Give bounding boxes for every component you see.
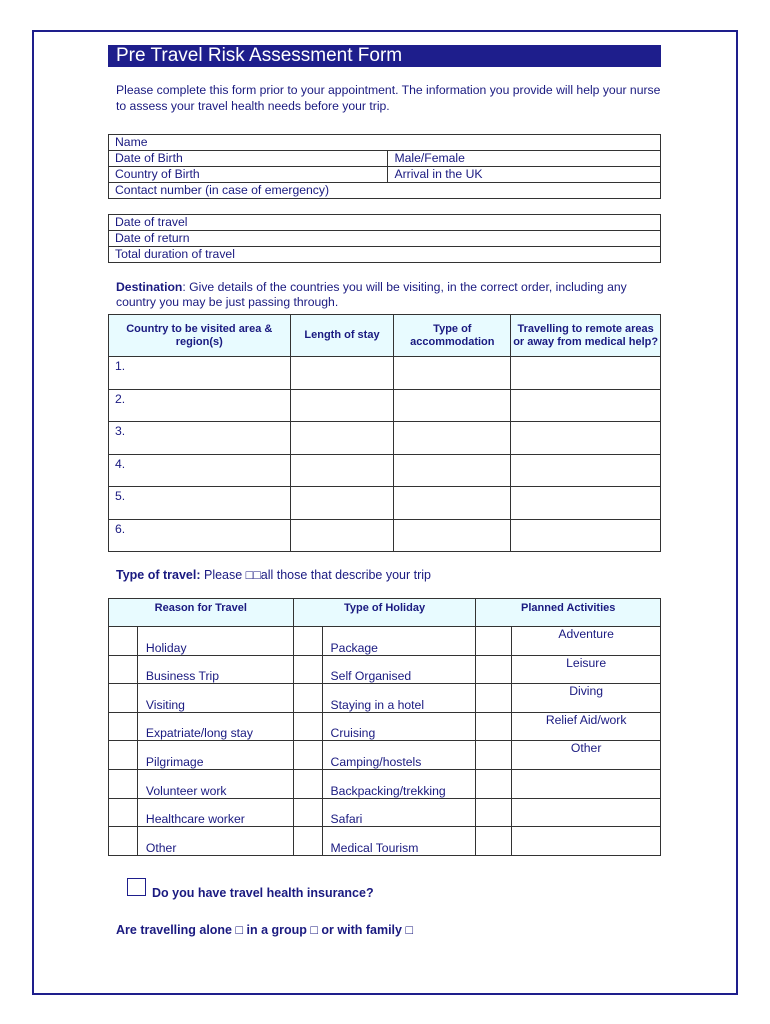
holiday-label: Safari — [322, 798, 476, 827]
reason-checkbox[interactable] — [109, 627, 138, 656]
reason-label: Visiting — [137, 684, 293, 713]
table-row: 3. — [109, 422, 661, 455]
sex-field[interactable]: Male/Female — [388, 151, 661, 167]
table-row: 1. — [109, 357, 661, 390]
table-row: 6. — [109, 519, 661, 552]
duration-field[interactable]: Total duration of travel — [109, 247, 661, 263]
travel-type-intro: Type of travel: Please □□all those that describe your trip — [116, 568, 432, 582]
reason-label: Business Trip — [137, 655, 293, 684]
holiday-label: Camping/hostels — [322, 741, 476, 770]
insurance-question: Do you have travel health insurance? — [152, 886, 374, 900]
reason-label: Pilgrimage — [137, 741, 293, 770]
insurance-checkbox[interactable] — [127, 878, 146, 896]
table-row: 5. — [109, 487, 661, 520]
activity-checkbox[interactable] — [476, 655, 512, 684]
holiday-label: Cruising — [322, 712, 476, 741]
holiday-checkbox[interactable] — [293, 627, 322, 656]
reason-label: Expatriate/long stay — [137, 712, 293, 741]
intro-text: Please complete this form prior to your appointment. The information you provide will help your nurse to assess your travel health needs before your trip. — [116, 83, 661, 113]
activity-label — [512, 798, 661, 827]
travel-type-table — [108, 598, 661, 856]
activity-checkbox[interactable] — [476, 741, 512, 770]
holiday-checkbox[interactable] — [293, 712, 322, 741]
holiday-label: Staying in a hotel — [322, 684, 476, 713]
reason-checkbox[interactable] — [109, 712, 138, 741]
col-remote: Travelling to remote areas or away from medical help? — [511, 315, 661, 357]
activity-label — [512, 769, 661, 798]
name-row — [109, 135, 661, 151]
col-accommodation: Type of accommodation — [394, 315, 511, 357]
holiday-label: Package — [322, 627, 476, 656]
holiday-checkbox[interactable] — [293, 827, 322, 856]
destination-intro: Destination: Give details of the countries you will be visiting, in the correct order, including any country you may be just passing through. — [116, 280, 627, 309]
col-reason: Reason for Travel — [109, 599, 294, 627]
table-row — [109, 655, 661, 684]
col-length: Length of stay — [290, 315, 394, 357]
col-holiday: Type of Holiday — [293, 599, 476, 627]
table-row — [109, 769, 661, 798]
date-of-return-field[interactable]: Date of return — [109, 231, 661, 247]
arrival-field[interactable]: Arrival in the UK — [388, 167, 661, 183]
reason-checkbox[interactable] — [109, 827, 138, 856]
activity-label — [512, 827, 661, 856]
holiday-label: Self Organised — [322, 655, 476, 684]
reason-checkbox[interactable] — [109, 769, 138, 798]
holiday-label: Medical Tourism — [322, 827, 476, 856]
holiday-checkbox[interactable] — [293, 769, 322, 798]
holiday-checkbox[interactable] — [293, 684, 322, 713]
holiday-checkbox[interactable] — [293, 655, 322, 684]
table-row — [109, 684, 661, 713]
holiday-label: Backpacking/trekking — [322, 769, 476, 798]
table-row: 4. — [109, 454, 661, 487]
table-row — [109, 712, 661, 741]
activity-label: Diving — [512, 684, 661, 713]
activity-label: Other — [512, 741, 661, 770]
activity-checkbox[interactable] — [476, 712, 512, 741]
holiday-checkbox[interactable] — [293, 798, 322, 827]
col-country: Country to be visited area & region(s) — [109, 315, 291, 357]
dob-field[interactable]: Date of Birth — [109, 151, 388, 167]
contact-field[interactable]: Contact number (in case of emergency) — [109, 183, 661, 199]
reason-checkbox[interactable] — [109, 741, 138, 770]
travel-dates-table — [108, 214, 661, 263]
table-row: 2. — [109, 389, 661, 422]
reason-checkbox[interactable] — [109, 684, 138, 713]
reason-label: Volunteer work — [137, 769, 293, 798]
col-activities: Planned Activities — [476, 599, 661, 627]
reason-checkbox[interactable] — [109, 655, 138, 684]
date-of-travel-field[interactable]: Date of travel — [109, 215, 661, 231]
activity-label: Adventure — [512, 627, 661, 656]
holiday-checkbox[interactable] — [293, 741, 322, 770]
table-row — [109, 741, 661, 770]
country-of-birth-field[interactable]: Country of Birth — [109, 167, 388, 183]
reason-label: Healthcare worker — [137, 798, 293, 827]
personal-details-table — [108, 134, 661, 199]
table-row — [109, 827, 661, 856]
name-field[interactable]: Name — [109, 135, 661, 151]
reason-label: Other — [137, 827, 293, 856]
activity-checkbox[interactable] — [476, 827, 512, 856]
activity-checkbox[interactable] — [476, 627, 512, 656]
destination-table — [108, 314, 661, 552]
table-row — [109, 798, 661, 827]
activity-label: Relief Aid/work — [512, 712, 661, 741]
activity-checkbox[interactable] — [476, 684, 512, 713]
reason-label: Holiday — [137, 627, 293, 656]
activity-checkbox[interactable] — [476, 769, 512, 798]
activity-label: Leisure — [512, 655, 661, 684]
travel-company-question: Are travelling alone □ in a group □ or with family □ — [116, 923, 414, 937]
table-row — [109, 627, 661, 656]
page-title: Pre Travel Risk Assessment Form — [108, 45, 661, 67]
activity-checkbox[interactable] — [476, 798, 512, 827]
reason-checkbox[interactable] — [109, 798, 138, 827]
